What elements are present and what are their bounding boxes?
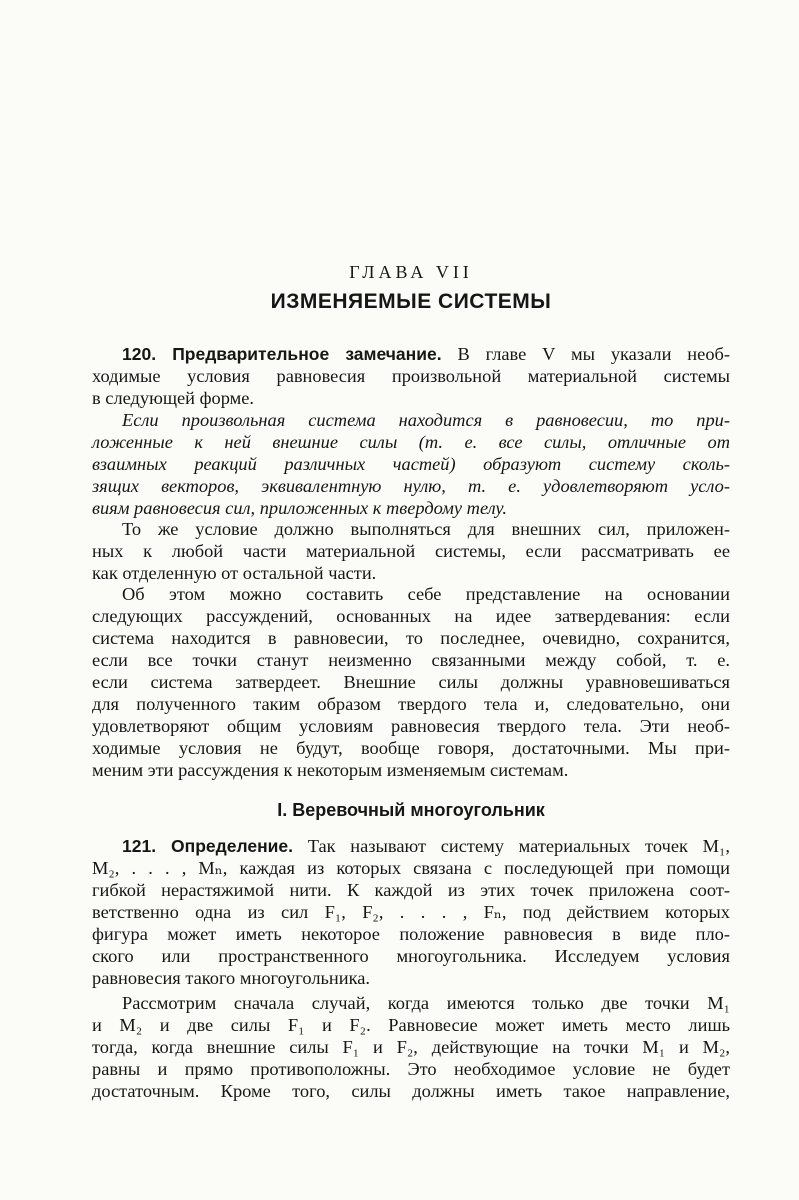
paragraph-120 <box>92 343 730 409</box>
text-line: удовлетворяют общим условиям равновесия твердого тела. Эти необ- <box>92 716 730 736</box>
text-line: меним эти рассуждения к некоторым изменяемым системам. <box>92 760 569 780</box>
chapter-title: ИЗМЕНЯЕМЫЕ СИСТЕМЫ <box>270 290 552 313</box>
paragraph-consider <box>92 992 730 1102</box>
text-line: в следующей форме. <box>92 388 255 408</box>
text-line: и M₂ и две силы F₁ и F₂. Равновесие может иметь место лишь <box>92 1015 730 1035</box>
text-line: равны и прямо противоположны. Это необходимое условие не будет <box>92 1059 730 1079</box>
italic-statement <box>92 409 730 519</box>
text-line: для полученного таким образом твердого тела и, следовательно, они <box>92 694 730 714</box>
text-line: достаточным. Кроме того, силы должны иметь такое направление, <box>92 1081 730 1101</box>
text-line: зящих векторов, эквивалентную нулю, т. е. удовлетворяют усло- <box>92 476 730 496</box>
text-line: гибкой нерастяжимой нити. К каждой из этих точек приложена соот- <box>92 880 730 900</box>
text-line: 120. Предварительное замечание. В главе V мы указали необ- <box>122 344 730 364</box>
text-line: ветственно одна из сил F₁, F₂, . . . , Fₙ, под действием которых <box>92 902 730 922</box>
paragraph-121 <box>92 835 730 989</box>
paragraph-same-condition <box>92 518 730 584</box>
text-line: следующих рассуждений, основанных на идее затвердевания: если <box>92 606 730 626</box>
text-line: как отделенную от остальной части. <box>92 563 377 583</box>
text-line: То же условие должно выполняться для внешних сил, приложен- <box>122 519 730 539</box>
text-line: если система затвердеет. Внешние силы должны уравновешиваться <box>92 672 730 692</box>
paragraph-heading: 120. Предварительное замечание. <box>122 344 442 364</box>
text-line: 121. Определение. Так называют систему материальных точек M₁, <box>122 836 730 856</box>
text-line: взаимных реакций различных частей) образуют систему сколь- <box>92 454 730 474</box>
text-line: ложенные к ней внешние силы (т. е. все силы, отличные от <box>92 432 730 452</box>
text-line: виям равновесия сил, приложенных к твердому телу. <box>92 498 508 518</box>
text-line: ных к любой части материальной системы, если рассматривать ее <box>92 541 730 561</box>
paragraph-heading: 121. Определение. <box>122 836 294 856</box>
text-line: система находится в равновесии, то последнее, очевидно, сохранится, <box>92 628 730 648</box>
text-line: Об этом можно составить себе представление на основании <box>122 584 730 604</box>
text-line: тогда, когда внешние силы F₁ и F₂, действующие на точки M₁ и M₂, <box>92 1037 730 1057</box>
text-line: ходимые условия равновесия произвольной материальной системы <box>92 366 730 386</box>
text-line: фигура может иметь некоторое положение равновесия в виде пло- <box>92 924 730 944</box>
text-line: если все точки станут неизменно связанными между собой, т. е. <box>92 650 730 670</box>
text-line: ходимые условия не будут, вообще говоря, достаточными. Мы при- <box>92 738 730 758</box>
text-line: Если произвольная система находится в равновесии, то при- <box>122 410 730 430</box>
text-line: M₂, . . . , Mₙ, каждая из которых связана с последующей при помощи <box>92 858 730 878</box>
text-line: Рассмотрим сначала случай, когда имеются только две точки M₁ <box>122 993 730 1013</box>
chapter-label: ГЛАВА VII <box>349 262 473 282</box>
text-line: ского или пространственного многоугольника. Исследуем условия <box>92 946 730 966</box>
text-line: равновесия такого многоугольника. <box>92 968 370 988</box>
paragraph-hardening <box>92 583 730 781</box>
section-title: I. Веревочный многоугольник <box>277 800 545 820</box>
